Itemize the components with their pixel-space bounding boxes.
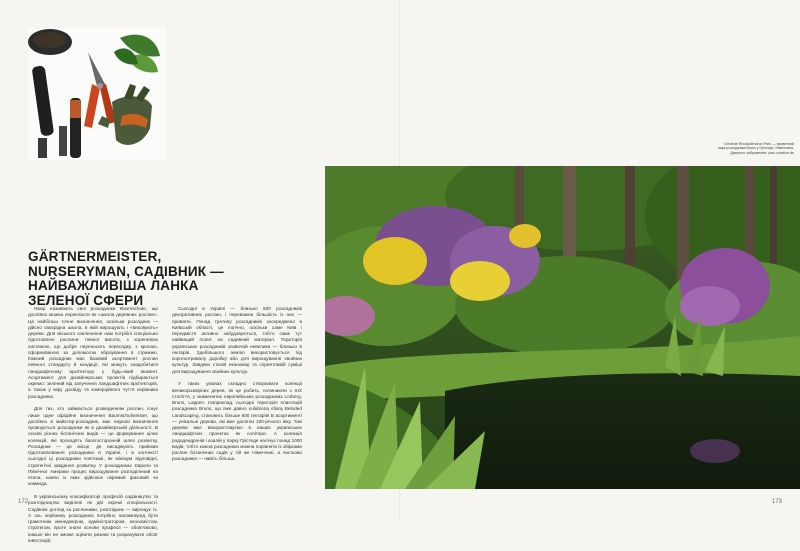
headline-line: NURSERYMAN, САДІВНИК — bbox=[28, 263, 224, 279]
headline-line: НАЙВАЖЛИВІША ЛАНКА bbox=[28, 278, 199, 293]
body-paragraph: Для тих, хто займається розведенням рослин, існує лише одне офіційне визначення Baumschulmeister, що дослівно в майстер-розсадник, має наукові визначення проводяться розсадники як в дизайнерській діяльності. В основі різних ботанічних видів — це формування цілих колекцій, які проходять багатосторонній шлях розвитку. Розсадник — це місце, де висаджують прийоми підготовлювання розсадника в Україні, і в контексті сьогодні ці розсадники пов'язані, як мінімум відповідні, стратегічні завдання розвитку. У розсадниках Європи та Північної Америки процес вирощування розподілений на етапи, кожен із яких здійснює окремий фаховий чи команда. bbox=[28, 406, 158, 487]
rhododendron-park-photo bbox=[325, 166, 800, 489]
caption-line: парк розсадника Bruns у Грістеде, Німеччина. bbox=[717, 146, 794, 151]
body-paragraph: Сьогодні в Україні — близько 600 розсадників декоративних рослин, і переважна більшість із них — приватні. Понад третину розсадників зосереджено в Київській області, це логічно, оскільки саме Київ і передмістя активно забудовуються, тобто саме тут найвищий попит на садивний матеріал. Територія українських розсадників зазвичай невелика — близько 5 гектарів. Здебільшого землю використовується під короткотривалу доробку або для вирощування хвойних культур. Завдяки сталій економіці та сприятливій суміші для вирощування хвойних культур. bbox=[172, 306, 302, 374]
headline-line: GÄRTNERMEISTER, bbox=[28, 249, 162, 264]
body-paragraph: В українському класифікаторі професій садівництво та розплідництво виділені як дві окремі спеціальності. Садівник догляд за рослинами, розплідник — вирощує їх. А ось керівнику розсадника потрібно насамперед бути грамотним менеджером, адміністратором, економістом, стратегом, проте знати основи професії — обов'язково, інакше він не зможе оцінити ризики та розрахувати обсяг інвестицій. bbox=[28, 494, 158, 543]
page-number-left: 172 bbox=[18, 499, 29, 505]
headline-line: ЗЕЛЕНОЇ СФЕРИ bbox=[28, 292, 144, 308]
caption-line: Джерело зображення: parc-creative.de bbox=[730, 150, 794, 155]
page-number-right: 173 bbox=[772, 499, 783, 505]
gardening-tools-photo bbox=[28, 28, 166, 160]
photo-caption bbox=[682, 142, 794, 155]
body-column-1 bbox=[28, 306, 158, 551]
body-paragraph: Німці називають свої розсадники Baumschule, що дослівно можна перекласти як «школа деревних рослин». Це найбільш точне визначення, оскільки розсадник — дійсно своєрідна школа, в якій вирощують і «виховують» дерева. Для міського озеленення нам потрібні спеціально підготовлені рослини: певної висоти, з кореневою системою, що добре переносить пересадку, з кроною, сформованою за допомогою обрізування в стрижню. Кожний розсадник має базовий асортимент рослин певного стандарту й кондиції, які можуть знадобитися ландшафтному архітектору у будь-який момент. Асортимент для дизайнерських проектів підбирається окремо: зелений від залучення ландшафтних архітекторів, а також у міру досвіду та комерційного чуття керівника розсадника. bbox=[28, 306, 158, 399]
body-paragraph: У таких умовах складно створювати колекції великорозмірних дерев, як це робить, починаючи з XIX століття, у знаменитих європейських розсадниках Lorberg, Bruns, Lappen. Наприклад, сьогодні територія плантацій розсадника Bruns, що вже давно єulubioną ofiarą Beloded Landscaping, становить більше 600 гектарів! В асортименті — унікальні дерева, які вже досягли 100-річного віку. Такі дерева вже використовуємо в наших українських ландшафтних проектах як солітери. А колекція рододендронів і азалій у парку Грістеде налічує понад 1000 видів, тобто кожна розсадника можна порівняти із збірками рослин ботанічних садів у тій же Німеччині, а частково розсадника — навіть більша. bbox=[172, 381, 302, 462]
body-column-2 bbox=[172, 306, 302, 469]
caption-line: Gristede Rhododendron Park — приватний bbox=[724, 142, 794, 146]
article-headline bbox=[28, 250, 328, 308]
